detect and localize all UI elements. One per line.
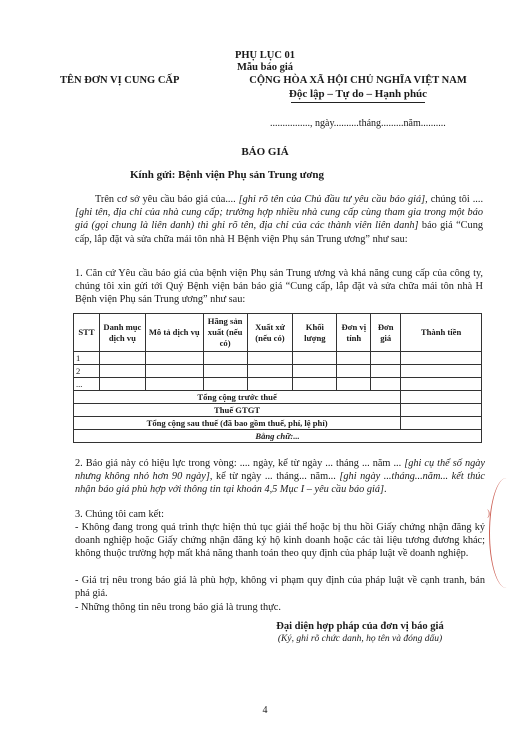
cell[interactable] bbox=[145, 378, 203, 391]
header-quantity: Khối lượng bbox=[293, 314, 337, 352]
commitment-3: - Những thông tin nêu trong báo giá là trung thực. bbox=[75, 602, 281, 613]
intro-paragraph bbox=[75, 193, 483, 246]
row-index: 1 bbox=[74, 352, 100, 365]
cell[interactable] bbox=[337, 352, 371, 365]
item-1-paragraph: 1. Căn cứ Yêu cầu báo giá của bệnh viện Phụ sản Trung ương và khả năng cung cấp của công ty, chúng tôi xin gửi tới Quý Bệnh viện bản báo giá “Cung cấp, lắp đặt và sửa chữa mái tôn nhà H Bệnh viện Phụ sản Trung ương” như sau: bbox=[75, 268, 483, 306]
subtotal-row bbox=[74, 391, 482, 404]
item-2-placeholder-date: [ghi ngày ...tháng...năm... kết thúc nhận báo giá phù hợp với thông tin tại khoản 4,5 Mục I – yêu cầu báo giá] bbox=[75, 471, 485, 496]
in-words-row bbox=[74, 430, 482, 443]
table-row bbox=[74, 365, 482, 378]
cell[interactable] bbox=[293, 352, 337, 365]
header-amount: Thành tiền bbox=[401, 314, 482, 352]
header-unit-price: Đơn giá bbox=[371, 314, 401, 352]
item-2-paragraph bbox=[75, 457, 485, 497]
cell[interactable] bbox=[99, 352, 145, 365]
cell[interactable] bbox=[145, 352, 203, 365]
cell[interactable] bbox=[371, 352, 401, 365]
intro-text-2: chúng tôi .... bbox=[430, 194, 484, 205]
stamp-mark: ) bbox=[487, 508, 490, 518]
intro-text: Trên cơ sở yêu cầu báo giá của.... bbox=[95, 194, 239, 205]
in-words-label: Bằng chữ:... bbox=[74, 430, 482, 443]
intro-placeholder-investor: [ghi rõ tên của Chủ đầu tư yêu cầu báo giá], bbox=[238, 194, 428, 205]
cell[interactable] bbox=[401, 352, 482, 365]
cell[interactable] bbox=[247, 378, 293, 391]
vat-row bbox=[74, 404, 482, 417]
vat-label: Thuế GTGT bbox=[74, 404, 401, 417]
row-index: ... bbox=[74, 378, 100, 391]
item-2-placeholder-days: [ghi cụ thể số ngày nhưng không nhỏ hơn 90 ngày] bbox=[75, 458, 485, 483]
motto: Độc lập – Tự do – Hạnh phúc bbox=[288, 88, 428, 100]
intro-placeholder-supplier: [ghi tên, địa chỉ của nhà cung cấp; trường hợp nhiều nhà cung cấp cùng tham gia trong một báo giá (gọi chung là liên danh) thì ghi rõ tên, địa chỉ của các thành viên liên danh] bbox=[75, 207, 483, 232]
appendix-label: PHỤ LỤC 01 bbox=[234, 50, 296, 61]
item-2-text: 2. Báo giá này có hiệu lực trong vòng: .... ngày, kể từ ngày ... tháng ... năm ... bbox=[75, 458, 405, 469]
cell[interactable] bbox=[203, 352, 247, 365]
motto-underline bbox=[291, 102, 425, 103]
cell[interactable] bbox=[371, 378, 401, 391]
cell[interactable] bbox=[293, 365, 337, 378]
cell[interactable] bbox=[203, 378, 247, 391]
supplier-label: TÊN ĐƠN VỊ CUNG CẤP bbox=[60, 75, 180, 86]
stamp-edge bbox=[489, 478, 518, 588]
commitment-2: - Giá trị nêu trong báo giá là phù hợp, không vi phạm quy định của pháp luật về cạnh tranh, bán phá giá. bbox=[75, 575, 485, 600]
item-2-period: . bbox=[384, 484, 387, 496]
cell[interactable] bbox=[247, 365, 293, 378]
table-header-row bbox=[74, 314, 482, 352]
total-value[interactable] bbox=[401, 417, 482, 430]
header-origin: Xuất xứ (nếu có) bbox=[247, 314, 293, 352]
item-2-text-2: , kể từ ngày ... tháng... năm... bbox=[209, 471, 340, 483]
cell[interactable] bbox=[247, 352, 293, 365]
cell[interactable] bbox=[99, 378, 145, 391]
intro-text-3: báo giá “Cung cấp, lắp đặt và sửa chữa mái tôn nhà H Bệnh viện Phụ sản Trung ương” như sau: bbox=[75, 220, 483, 245]
page-title: BÁO GIÁ bbox=[241, 146, 289, 158]
total-row bbox=[74, 417, 482, 430]
subtotal-label: Tổng cộng trước thuế bbox=[74, 391, 401, 404]
cell[interactable] bbox=[401, 378, 482, 391]
cell[interactable] bbox=[99, 365, 145, 378]
recipient-line: Kính gửi: Bệnh viện Phụ sản Trung ương bbox=[130, 169, 325, 181]
row-index: 2 bbox=[74, 365, 100, 378]
cell[interactable] bbox=[145, 365, 203, 378]
form-title: Mẫu báo giá bbox=[236, 62, 293, 73]
item-3-heading: 3. Chúng tôi cam kết: bbox=[75, 509, 164, 520]
cell[interactable] bbox=[337, 378, 371, 391]
cell[interactable] bbox=[293, 378, 337, 391]
quote-table bbox=[73, 313, 482, 443]
signature-title: Đại diện hợp pháp của đơn vị báo giá bbox=[276, 621, 444, 632]
header-description: Mô tả dịch vụ bbox=[145, 314, 203, 352]
nation-title: CỘNG HÒA XÃ HỘI CHỦ NGHĨA VIỆT NAM bbox=[249, 75, 467, 86]
table-row bbox=[74, 352, 482, 365]
page-number: 4 bbox=[262, 705, 268, 716]
header-manufacturer: Hãng sản xuất (nếu có) bbox=[203, 314, 247, 352]
signature-note: (Ký, ghi rõ chức danh, họ tên và đóng dấu) bbox=[277, 634, 443, 644]
cell[interactable] bbox=[371, 365, 401, 378]
header-unit: Đơn vị tính bbox=[337, 314, 371, 352]
date-line: ................, ngày..........tháng.........năm.......... bbox=[270, 118, 446, 129]
commitment-1: - Không đang trong quá trình thực hiện thủ tục giải thể hoặc bị thu hồi Giấy chứng nhận đăng ký doanh nghiệp hoặc Giấy chứng nhận đăng ký hộ kinh doanh hoặc các tài liệu tương đương khác; không thuộc trường hợp mất khả năng thanh toán theo quy định của pháp luật về doanh nghiệp. bbox=[75, 522, 485, 560]
header-stt: STT bbox=[74, 314, 100, 352]
header-service-item: Danh mục dịch vụ bbox=[99, 314, 145, 352]
total-label: Tổng cộng sau thuế (đã bao gồm thuế, phí, lệ phí) bbox=[74, 417, 401, 430]
cell[interactable] bbox=[401, 365, 482, 378]
subtotal-value[interactable] bbox=[401, 391, 482, 404]
table-row bbox=[74, 378, 482, 391]
vat-value[interactable] bbox=[401, 404, 482, 417]
cell[interactable] bbox=[337, 365, 371, 378]
cell[interactable] bbox=[203, 365, 247, 378]
